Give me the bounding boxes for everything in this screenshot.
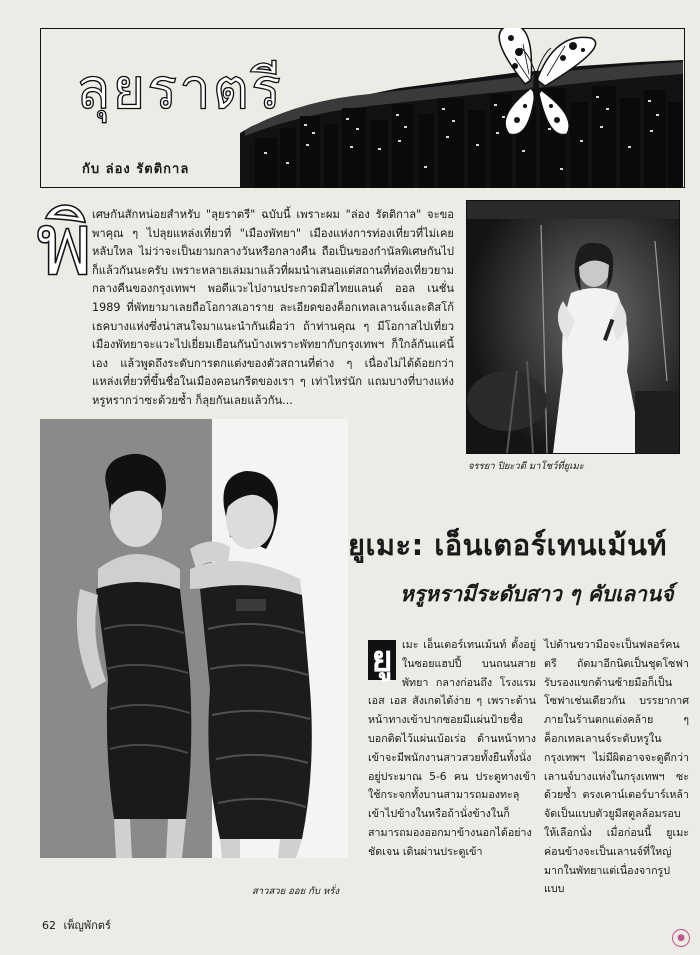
masthead xyxy=(40,28,685,188)
article-column-2-text: ไปด้านขวามือจะเป็นฟลอร์คนตรี ถัดมาอีกนิดเป็นชุดโซฟารับรองแขกด้านซ้ายมือก็เป็นโซฟาเช่นเดียวกัน บรรยากาศภายในร้านตกแต่งคล้าย ๆ ค็อกเทลเลานจ์ระดับหรูในกรุงเทพฯ ไม่มีผิดอาจจะดูดีกว่าเลานจ์บางแห่งในกรุงเทพฯ ซะด้วยซ้ำ ตรงเคาน์เตอร์บาร์เหล้าจัดเป็นแบบตัวยูมีสตูลล้อมรอบให้เลือกนั่ง เมื่อก่อนนี้ ยูเมะ ค่อนข้างจะเป็นเลานจ์ที่ใหญ่มากในพัทยาแต่เนื่องจากรูปแบบ xyxy=(544,638,689,896)
two-women-photo-frame xyxy=(40,419,348,858)
page-number: 62 xyxy=(42,919,56,932)
singer-photo-frame xyxy=(466,200,680,454)
page-footer xyxy=(42,916,111,934)
circular-logo-icon: ● xyxy=(672,929,690,947)
intro-paragraph: เศษกันสักหน่อยสำหรับ "ลุยราตรี" ฉบับนี้ เพราะผม "ล่อง รัตติกาล" จะขอพาคุณ ๆ ไปลุยแหล่งเที่ยวที่ "เมืองพัทยา" เมืองแห่งการท่องเที่ยวที่ไม่เคยหลับใหล ไม่ว่าจะเป็นยามกลางวันหรือกลางคืน ถือเป็นของกำนัลพิเศษกันไปก็แล้วกันนะครับ เพราะหลายเล่มมาแล้วที่ผมนำเสนอแต่สถานที่ท่องเที่ยวยามกลางคืนของกรุงเทพฯ พอดีแวะไปงานประกวดมิสไทยแลนด์ ออล เนชั่น 1989 ที่พัทยามาเลยถือโอกาสเอาราย ละเอียดของค็อกเทลเลานจ์และดิสโก้เธคบางแห่งซึ่งน่าสนใจมาแนะนำกันเผื่อว่า ถ้าท่านคุณ ๆ มีโอกาสไปเที่ยวเมืองพัทยาจะแวะไปเยี่ยมเยือนกันบ้างเพราะพัทยากับกรุงเทพฯ ก็ใกล้กันแค่นี้เอง แล้วพูดถึงระดับการตกแต่งของตัวสถานที่ต่าง ๆ เนื่องไม่ได้ด้อยกว่าแหล่งเที่ยวที่ขึ้นชื่อในเมืองคอนกรีตของเรา ๆ เท่าไหร่นัก แถมบางที่บางแห่งหรูหรากว่าซะด้วยซ้ำ ก็ลุยกันเลยแล้วกัน... xyxy=(92,208,454,407)
article-subhead: หรูหรามีระดับสาว ๆ คับเลานจ์ xyxy=(400,582,674,606)
intro-section xyxy=(36,195,456,414)
byline: กับ ล่อง รัตติกาล xyxy=(82,162,190,177)
article-column-1-text: เมะ เอ็นเตอร์เทนเม้นท์ ตั้งอยู่ในซอยแฮปปี้ บนถนนสายพัทยา กลางก่อนถึง โรงแรมเอส เอส สังเกตได้ง่าย ๆ เพราะด้านหน้าทางเข้าปากซอยมีแผ่นป้ายชื่อบอกติดไว้แผ่นเบ้อเร่อ ด้านหน้าทางเข้าจะมีพนักงานสาวสวยทั้งยืนทั้งนั่งอยู่ประมาณ 5-6 คน ประตูทางเข้าใช้กระจกทั้งบานสามารถมองทะลุเข้าไปข้างในหรือถ้านั่งข้างในก็สามารถมองออกมาข้างนอกได้อย่างชัดเจน เดินผ่านประตูเข้า xyxy=(368,638,536,858)
article-drop-cap: ยู xyxy=(368,640,396,680)
singer-photo-image xyxy=(467,201,679,453)
magazine-name: เพ็ญพักตร์ xyxy=(63,919,111,932)
two-women-photo-image xyxy=(40,419,348,858)
two-women-photo-caption: สาวสวย ออย กับ หรั่ง xyxy=(252,886,339,897)
intro-drop-cap: พิ xyxy=(36,195,93,295)
article-column-2 xyxy=(544,636,689,901)
singer-photo-caption: จรรยา ปิยะวดี มาโชว์ที่ยูเมะ xyxy=(468,461,584,472)
article-column-1 xyxy=(368,636,536,901)
singer-photo xyxy=(466,200,680,475)
article-headline: ยูเมะ: เอ็นเตอร์เทนเม้นท์ xyxy=(348,528,668,562)
section-title: ลุยราตรี xyxy=(76,57,284,122)
two-women-photo xyxy=(40,419,350,859)
